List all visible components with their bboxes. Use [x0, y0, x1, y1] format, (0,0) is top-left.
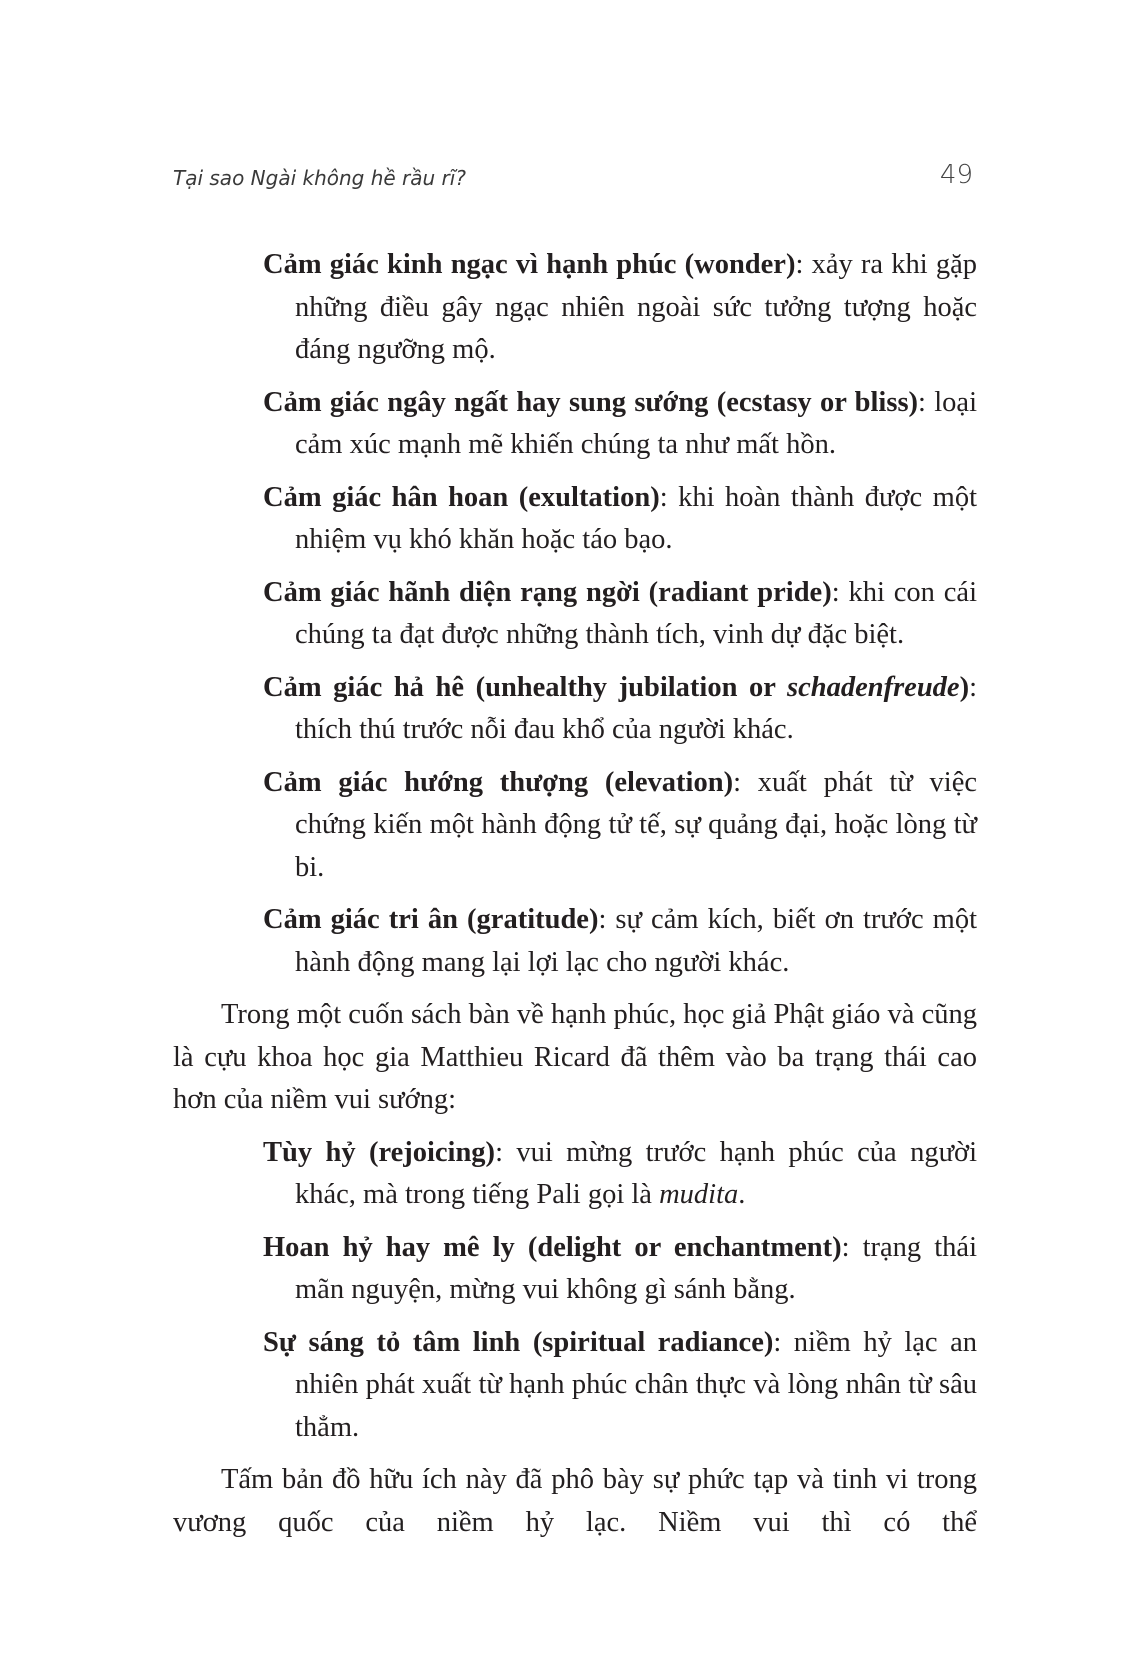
definition-text: : khi hoàn thành được một nhiệm vụ khó khăn hoặc táo bạo.	[295, 481, 977, 555]
definition-text: : loại cảm xúc mạnh mẽ khiến chúng ta như mất hồn.	[295, 386, 977, 460]
running-head	[173, 160, 973, 196]
definition-delight	[263, 1227, 977, 1312]
definition-text-italic: mudita	[659, 1179, 739, 1210]
definition-term: Cảm giác hướng thượng (elevation)	[263, 766, 734, 798]
definition-term: Cảm giác tri ân (gratitude)	[263, 904, 599, 935]
definition-term: Cảm giác kinh ngạc vì hạnh phúc (wonder)	[263, 249, 796, 280]
definition-radiant-pride	[263, 572, 977, 657]
definition-term: Cảm giác ngây ngất hay sung sướng (ecstasy or bliss)	[263, 386, 919, 418]
definition-term: Cảm giác hân hoan (exultation)	[263, 481, 660, 513]
page-number: 49	[939, 160, 973, 190]
definition-term-part: Cảm giác hả hê (unhealthy jubilation or	[263, 671, 787, 703]
definition-term: Sự sáng tỏ tâm linh (spiritual radiance)	[263, 1326, 774, 1358]
definition-text: : xuất phát từ việc chứng kiến một hành động tử tế, sự quảng đại, hoặc lòng từ bi.	[295, 766, 977, 883]
definition-text: : niềm hỷ lạc an nhiên phát xuất từ hạnh phúc chân thực và lòng nhân từ sâu thẳm.	[295, 1326, 977, 1443]
definition-text: : sự cảm kích, biết ơn trước một hành động mang lại lợi lạc cho người khác.	[295, 904, 977, 978]
definition-elevation	[263, 762, 977, 890]
body-paragraph: Trong một cuốn sách bàn về hạnh phúc, học giả Phật giáo và cũng là cựu khoa học gia Matthieu Ricard đã thêm vào ba trạng thái cao hơn của niềm vui sướng:	[173, 999, 977, 1115]
definition-text-end: .	[738, 1179, 746, 1210]
definition-spiritual-radiance	[263, 1322, 977, 1450]
definition-term: Tùy hỷ (rejoicing)	[263, 1136, 496, 1168]
definition-gratitude	[263, 899, 977, 984]
definition-text: : xảy ra khi gặp những điều gây ngạc nhiên ngoài sức tưởng tượng hoặc đáng ngưỡng mộ.	[295, 249, 978, 365]
definition-ecstasy	[263, 382, 977, 467]
definition-text: : trạng thái mãn nguyện, mừng vui không gì sánh bằng.	[295, 1231, 977, 1305]
definition-text: : vui mừng trước hạnh phúc của người khác, mà trong tiếng Pali gọi là	[295, 1136, 977, 1210]
running-title: Tại sao Ngài không hề rầu rĩ?	[173, 166, 466, 190]
body-paragraph: Tấm bản đồ hữu ích này đã phô bày sự phức tạp và tinh vi trong vương quốc của niềm hỷ lạc. Niềm vui thì có thể	[173, 1464, 977, 1538]
definition-exultation	[263, 477, 977, 562]
definition-rejoicing	[263, 1132, 977, 1217]
page-body	[173, 244, 977, 1554]
definition-term: Cảm giác hãnh diện rạng ngời (radiant pride)	[263, 576, 832, 608]
definition-term-part: )	[959, 671, 970, 703]
definition-term-italic: schadenfreude	[787, 671, 960, 703]
definition-schadenfreude	[263, 667, 977, 752]
definition-wonder	[263, 244, 977, 372]
definition-term	[263, 672, 969, 703]
definition-text: : thích thú trước nỗi đau khổ của người khác.	[295, 671, 977, 745]
definition-text: : khi con cái chúng ta đạt được những thành tích, vinh dự đặc biệt.	[295, 576, 977, 650]
definition-term: Hoan hỷ hay mê ly (delight or enchantment)	[263, 1231, 842, 1263]
